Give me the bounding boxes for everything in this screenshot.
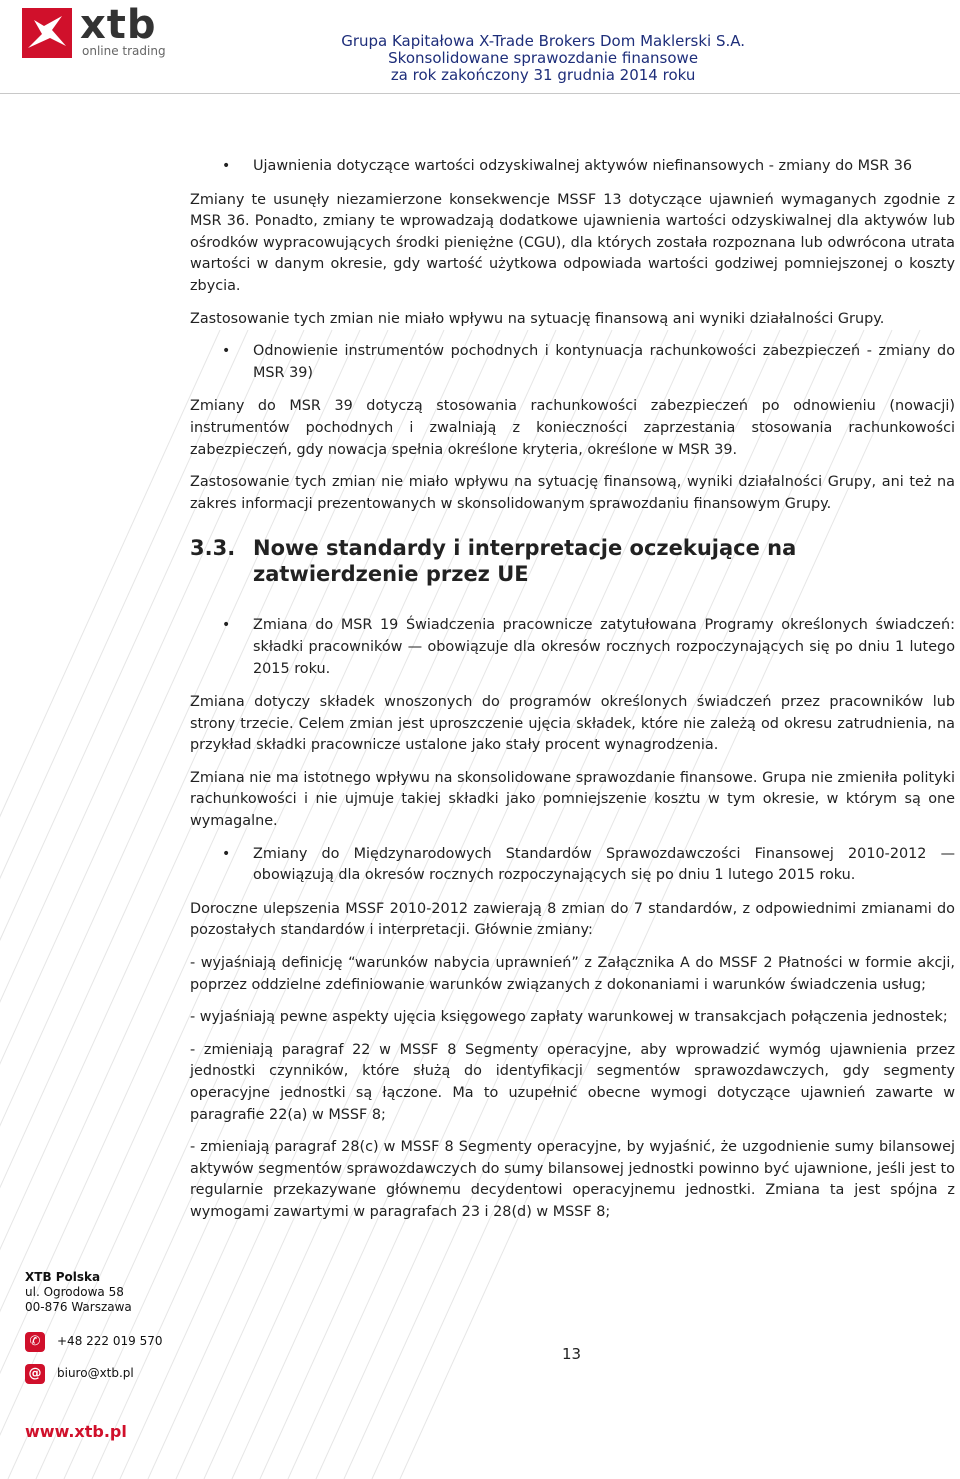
paragraph: Zastosowanie tych zmian nie miało wpływu na sytuację finansową, wyniki działalności Grupy, ani też na zakres informacji prezentowanych w skonsolidowanym sprawozdaniu finansowym Grupy.: [190, 474, 955, 512]
header-divider: [0, 93, 960, 94]
bullet-list: [190, 156, 955, 178]
bullet-list: [190, 615, 955, 680]
logo-tagline: online trading: [82, 44, 166, 58]
footer-website-link[interactable]: www.xtb.pl: [25, 1422, 127, 1441]
bullet-list: [190, 341, 955, 384]
paragraph: - wyjaśniają pewne aspekty ujęcia księgowego zapłaty warunkowej w transakcjach połączenia jednostek;: [190, 1009, 948, 1026]
document-header: [341, 33, 745, 84]
list-item: • Zmiany do Międzynarodowych Standardów Sprawozdawczości Finansowej 2010-2012 — obowiązują dla okresów rocznych rozpoczynających się po dniu 1 lutego 2015 roku.: [190, 844, 955, 887]
paragraph: - wyjaśniają definicję “warunków nabycia uprawnień” z Załącznika A do MSSF 2 Płatności w formie akcji, poprzez oddzielne zdefiniowanie warunków związanych z dokonaniami i warunków świadczenia usług;: [190, 955, 955, 993]
footer-street: ul. Ogrodowa 58: [25, 1285, 124, 1299]
footer-email[interactable]: biuro@xtb.pl: [57, 1366, 134, 1380]
footer-contact: [25, 1270, 325, 1441]
footer-city: 00-876 Warszawa: [25, 1300, 132, 1314]
footer-company: XTB Polska: [25, 1270, 101, 1284]
page-number: 13: [562, 1345, 582, 1363]
xtb-logo-mark-icon: [22, 8, 72, 58]
footer-phone: +48 222 019 570: [57, 1334, 163, 1348]
paragraph: Zmiana nie ma istotnego wpływu na skonsolidowane sprawozdanie finansowe. Grupa nie zmieniła polityki rachunkowości i nie ujmuje takiej składki jako pomniejszenie kosztu w tym okresie, w którym są one wymagalne.: [190, 769, 955, 830]
xtb-logo: [22, 2, 172, 58]
paragraph: Zmiana dotyczy składek wnoszonych do programów określonych świadczeń przez pracowników lub strony trzecie. Celem zmian jest uproszczenie ujęcia składek, które nie zależą od okresu zatrudnienia, na przykład składki pracownicze ustalone jako stały procent wynagrodzenia.: [190, 694, 955, 754]
list-item: • Zmiana do MSR 19 Świadczenia pracownicze zatytułowana Programy określonych świadczeń: składki pracowników — obowiązuje dla okresów rocznych rozpoczynających się po dniu 1 lutego 2015 roku.: [190, 615, 955, 680]
header-report-title: Skonsolidowane sprawozdanie finansowe: [388, 49, 699, 67]
page-body: [190, 156, 955, 1235]
paragraph: Zmiany te usunęły niezamierzone konsekwencje MSSF 13 dotyczące ujawnień wymaganych zgodnie z MSR 36. Ponadto, zmiany te wprowadzają dodatkowe ujawnienia wartości odzyskiwalnej dla aktywów lub ośrodków wypracowujących środki pieniężne (CGU), dla których została rozpoznana lub odwrócona utrata wartości w danym okresie, gdy wartość użytkowa odpowiada wartości godziwej pomniejszonej o koszty zbycia.: [190, 191, 955, 294]
header-company: Grupa Kapitałowa X-Trade Brokers Dom Maklerski S.A.: [341, 32, 745, 50]
section-title: Nowe standardy i interpretacje oczekujące na zatwierdzenie przez UE: [253, 536, 797, 587]
paragraph: Doroczne ulepszenia MSSF 2010-2012 zawierają 8 zmian do 7 standardów, z odpowiednimi zmianami do pozostałych standardów i interpretacji. Głównie zmiany:: [190, 900, 955, 939]
paragraph: - zmieniają paragraf 28(c) w MSSF 8 Segmenty operacyjne, by wyjaśnić, że uzgodnienie sumy bilansowej aktywów segmentów sprawozdawczych do sumy bilansowej jednostki powinno być ujawnione, jeśli jest to regularnie przekazywane głównemu decydentowi operacyjnemu jednostki. Zmiana ta jest spójna z wymogami zawartymi w paragrafach 23 i 28(d) w MSSF 8;: [190, 1139, 955, 1220]
paragraph: Zmiany do MSR 39 dotyczą stosowania rachunkowości zabezpieczeń po odnowieniu (nowacji) instrumentów pochodnych i zwalniają z konieczności zaprzestania stosowania rachunkowości zabezpieczeń, gdy nowacja spełnia określone kryteria, określone w MSR 39.: [190, 398, 955, 458]
paragraph: Zastosowanie tych zmian nie miało wpływu na sytuację finansową ani wyniki działalności Grupy.: [190, 310, 885, 327]
section-heading: [190, 535, 955, 587]
email-icon: @: [25, 1364, 45, 1384]
list-item: • Ujawnienia dotyczące wartości odzyskiwalnej aktywów niefinansowych - zmiany do MSR 36: [190, 156, 955, 178]
paragraph: - zmieniają paragraf 22 w MSSF 8 Segmenty operacyjne, aby wprowadzić wymóg ujawnienia przez jednostki czynników, które służą do identyfikacji segmentów sprawozdawczych, gdy segmenty operacyjne jednostki są łączone. Ma to uzupełnić obecne wymogi dotyczące ujawnień zawarte w paragrafie 22(a) w MSSF 8;: [190, 1041, 955, 1123]
list-item: • Odnowienie instrumentów pochodnych i kontynuacja rachunkowości zabezpieczeń - zmiany do MSR 39): [190, 341, 955, 384]
logo-brand-text: xtb: [80, 2, 157, 48]
bullet-list: [190, 844, 955, 887]
header-period: za rok zakończony 31 grudnia 2014 roku: [390, 66, 696, 84]
phone-icon: ✆: [25, 1332, 45, 1352]
section-number: 3.3.: [190, 536, 236, 561]
